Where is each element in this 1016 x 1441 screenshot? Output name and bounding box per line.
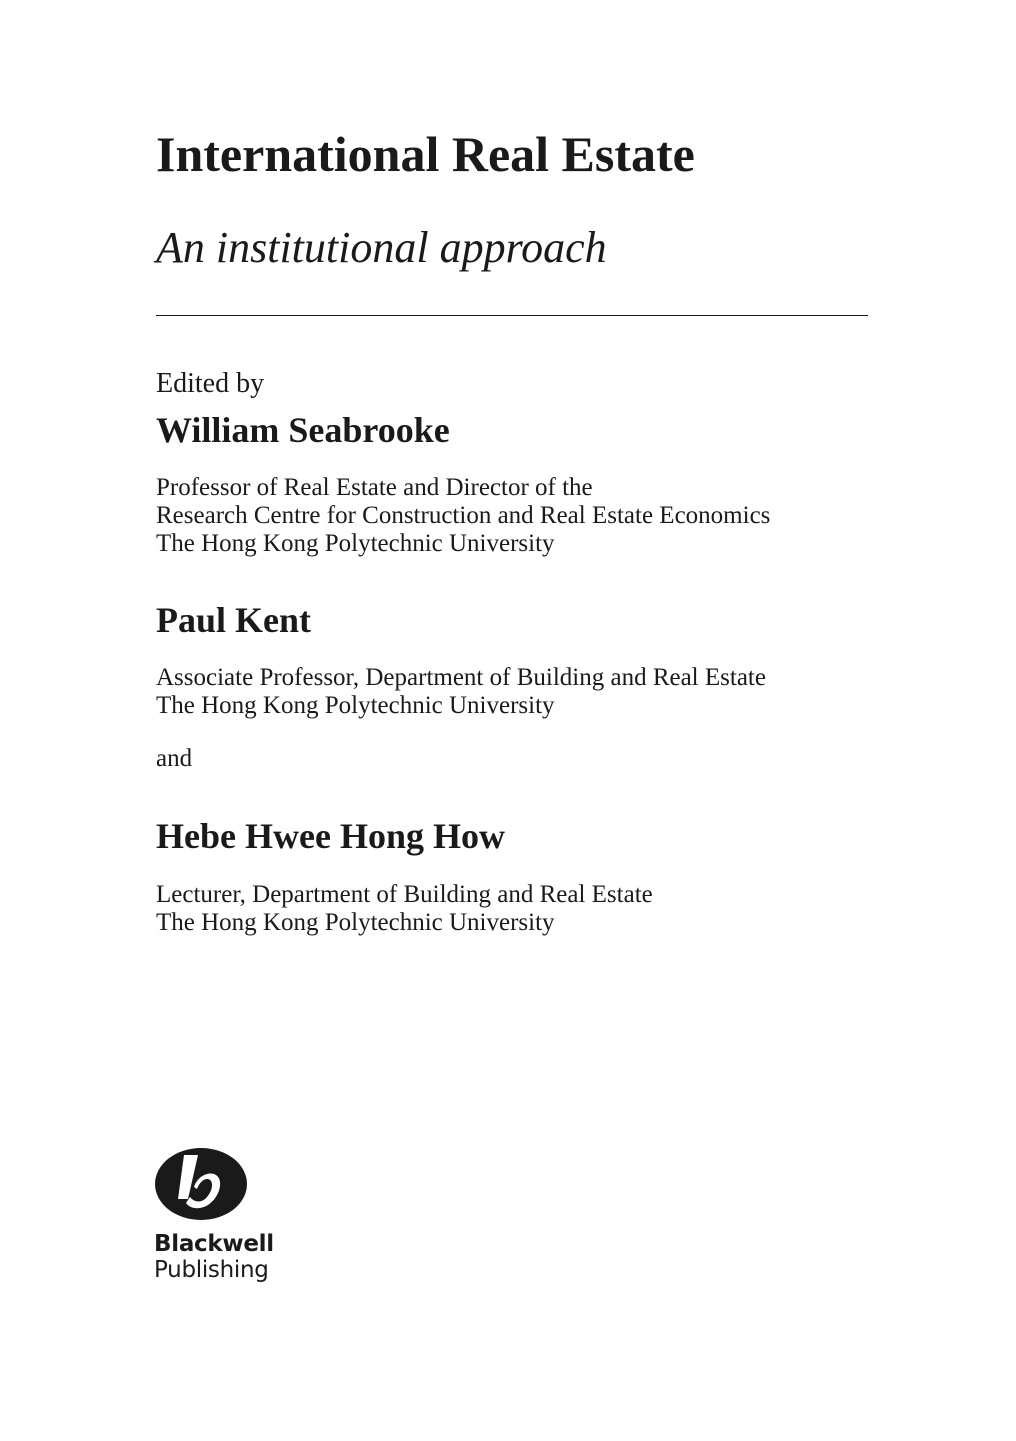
book-subtitle: An institutional approach [156,223,607,272]
book-title: International Real Estate [156,126,695,182]
conjunction-and: and [156,745,193,772]
editor-name-how: Hebe Hwee Hong How [156,816,505,856]
blackwell-logo-icon [154,1147,250,1226]
affiliation-line: Professor of Real Estate and Director of the [156,474,593,501]
publisher-name-line2: Publishing [154,1257,269,1283]
affiliation-line: Research Centre for Construction and Real Estate Economics [156,502,771,529]
editor-name-kent: Paul Kent [156,600,312,640]
editor-affiliation-seabrooke [156,474,770,558]
editor-affiliation-how [156,881,653,937]
title-divider [156,315,868,316]
editor-affiliation-kent [156,664,766,720]
affiliation-line: Associate Professor, Department of Building and Real Estate [156,664,766,691]
publisher-name-line1: Blackwell [154,1231,274,1257]
affiliation-line: The Hong Kong Polytechnic University [156,692,555,719]
affiliation-line: The Hong Kong Polytechnic University [156,909,555,936]
affiliation-line: The Hong Kong Polytechnic University [156,530,555,557]
editor-name-seabrooke: William Seabrooke [156,410,450,450]
edited-by-label: Edited by [156,368,265,399]
affiliation-line: Lecturer, Department of Building and Real Estate [156,881,653,908]
